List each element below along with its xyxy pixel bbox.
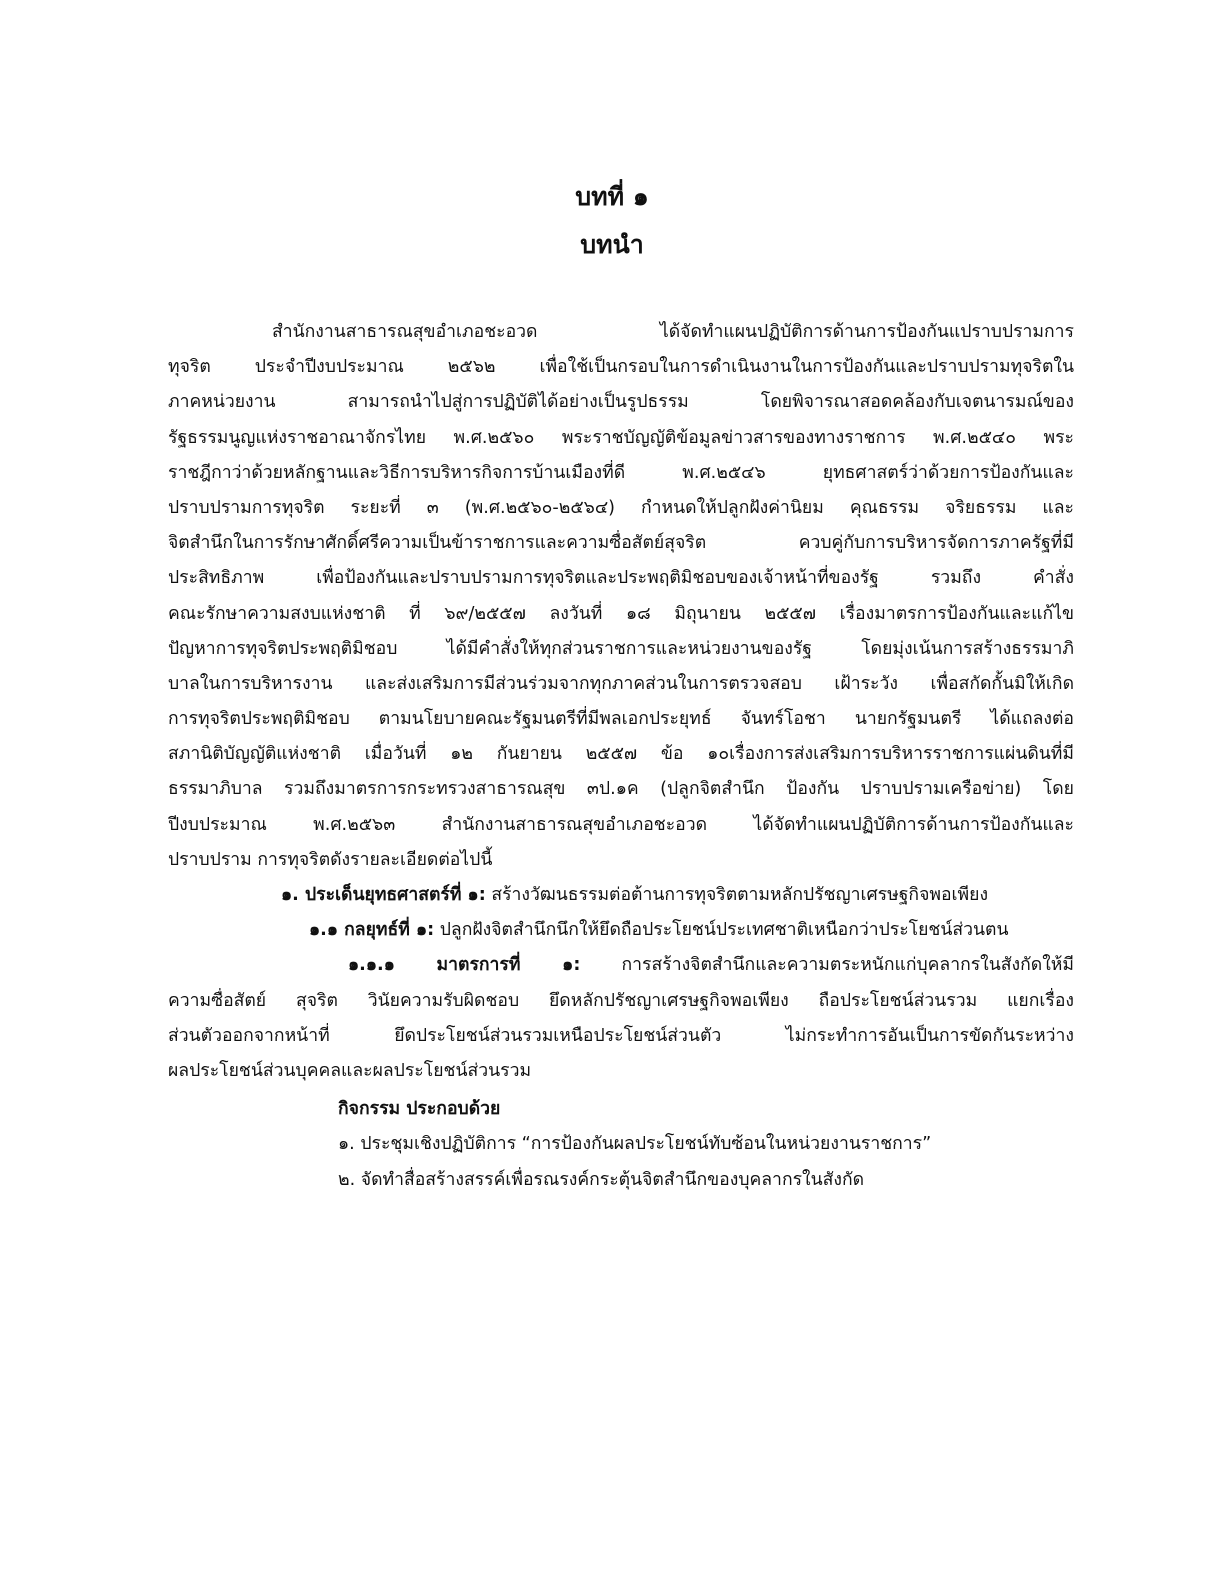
intro-line: คณะรักษาความสงบแห่งชาติ ที่ ๖๙/๒๕๕๗ ลงวันที่ ๑๘ มิถุนายน ๒๕๕๗ เรื่องมาตรการป้องกันและแก้ไข [168,603,1074,624]
measure-line: ส่วนตัวออกจากหน้าที่ ยึดประโยชน์ส่วนรวมเหนือประโยชน์ส่วนตัว ไม่กระทำการอันเป็นการขัดกันระหว่าง [168,1025,1074,1046]
intro-line: สำนักงานสาธารณสุขอำเภอชะอวด ได้จัดทำแผนปฏิบัติการด้านการป้องกันแปราบปรามการ [272,322,1074,342]
chapter-title: บทนำ [580,230,644,259]
intro-line: ประสิทธิภาพ เพื่อป้องกันและปราบปรามการทุจริตและประพฤติมิชอบของเจ้าหน้าที่ของรัฐ รวมถึง คำสั่ง [168,568,1074,589]
intro-line: บาลในการบริหารงาน และส่งเสริมการมีส่วนร่วมจากทุกภาคส่วนในการตรวจสอบ เฝ้าระวัง เพื่อสกัดกั้นมิให้เกิด [168,673,1074,694]
intro-line: จิตสำนึกในการรักษาศักดิ์ศรีความเป็นข้าราชการและความซื่อสัตย์สุจริต ควบคู่กับการบริหารจัดการภาครัฐที่มี [168,533,1074,554]
intro-line: รัฐธรรมนูญแห่งราชอาณาจักรไทย พ.ศ.๒๕๖๐ พระราชบัญญัติข้อมูลข่าวสารของทางราชการ พ.ศ.๒๕๔๐ พระ [168,427,1074,448]
document-body [168,315,1074,1198]
measure-label: ๑.๑.๑ มาตรการที่ ๑: [348,955,581,976]
measure-heading [168,948,1074,983]
intro-line: สภานิติบัญญัติแห่งชาติ เมื่อวันที่ ๑๒ กันยายน ๒๕๕๗ ข้อ ๑๐เรื่องการส่งเสริมการบริหารราชการแผ่นดินที่มี [168,744,1074,765]
intro-line: การทุจริตประพฤติมิชอบ ตามนโยบายคณะรัฐมนตรีที่มีพลเอกประยุทธ์ จันทร์โอชา นายกรัฐมนตรี ได้แถลงต่อ [168,709,1074,730]
sub-strategy-heading [168,913,1074,948]
intro-line: ปราบปรามการทุจริต ระยะที่ ๓ (พ.ศ.๒๕๖๐-๒๕๖๔) กำหนดให้ปลูกฝังค่านิยม คุณธรรม จริยธรรม และ [168,497,1074,518]
intro-line: ปีงบประมาณ พ.ศ.๒๕๖๓ สำนักงานสาธารณสุขอำเภอชะอวด ได้จัดทำแผนปฏิบัติการด้านการป้องกันและ [168,814,1074,835]
activity-item: ๒. จัดทำสื่อสร้างสรรค์เพื่อรณรงค์กระตุ้นจิตสำนึกของบุคลากรในสังกัด [338,1169,865,1190]
sub-strategy-label: ๑.๑ กลยุทธ์ที่ ๑: [309,920,435,941]
intro-line: ปัญหาการทุจริตประพฤติมิชอบ ได้มีคำสั่งให้ทุกส่วนราชการและหน่วยงานของรัฐ โดยมุ่งเน้นการสร้างธรรมาภิ [168,638,1074,659]
measure-line: ความซื่อสัตย์ สุจริต วินัยความรับผิดชอบ ยึดหลักปรัชญาเศรษฐกิจพอเพียง ถือประโยชน์ส่วนรวม แยกเรื่อง [168,990,1074,1011]
activity-item: ๑. ประชุมเชิงปฏิบัติการ “การป้องกันผลประโยชน์ทับซ้อนในหน่วยงานราชการ” [338,1134,932,1155]
strategy-label: ๑. ประเด็นยุทธศาสตร์ที่ ๑: [281,885,486,905]
strategy-text: สร้างวัฒนธรรมต่อต้านการทุจริตตามหลักปรัชญาเศรษฐกิจพอเพียง [485,885,989,905]
intro-line: ธรรมาภิบาล รวมถึงมาตรการกระทรวงสาธารณสุข ๓ป.๑ค (ปลูกจิตสำนึก ป้องกัน ปราบปรามเครือข่าย) โดย [168,779,1074,800]
intro-line: ปราบปราม การทุจริตดังรายละเอียดต่อไปนี้ [168,849,493,870]
activities-heading: กิจกรรม ประกอบด้วย [338,1099,501,1120]
sub-strategy-text: ปลูกฝังจิตสำนึกนึกให้ยึดถือประโยชน์ประเทศชาติเหนือกว่าประโยชน์ส่วนตน [434,920,1009,941]
measure-text: การสร้างจิตสำนึกและความตระหนักแก่บุคลากรในสังกัดให้มี [580,955,1074,976]
intro-line: ราชฎีกาว่าด้วยหลักฐานและวิธีการบริหารกิจการบ้านเมืองที่ดี พ.ศ.๒๕๔๖ ยุทธศาสตร์ว่าด้วยการป้องกันและ [168,462,1074,483]
intro-line: ทุจริต ประจำปีงบประมาณ ๒๕๖๒ เพื่อใช้เป็นกรอบในการดำเนินงานในการป้องกันและปราบปรามทุจริตใน [168,357,1074,378]
intro-line: ภาคหน่วยงาน สามารถนำไปสู่การปฏิบัติได้อย่างเป็นรูปธรรม โดยพิจารณาสอดคล้องกับเจตนารมณ์ของ [168,392,1074,413]
chapter-number: บทที่ ๑ [575,182,649,211]
strategy-heading [168,878,1074,913]
measure-line: ผลประโยชน์ส่วนบุคคลและผลประโยชน์ส่วนรวม [168,1060,532,1081]
